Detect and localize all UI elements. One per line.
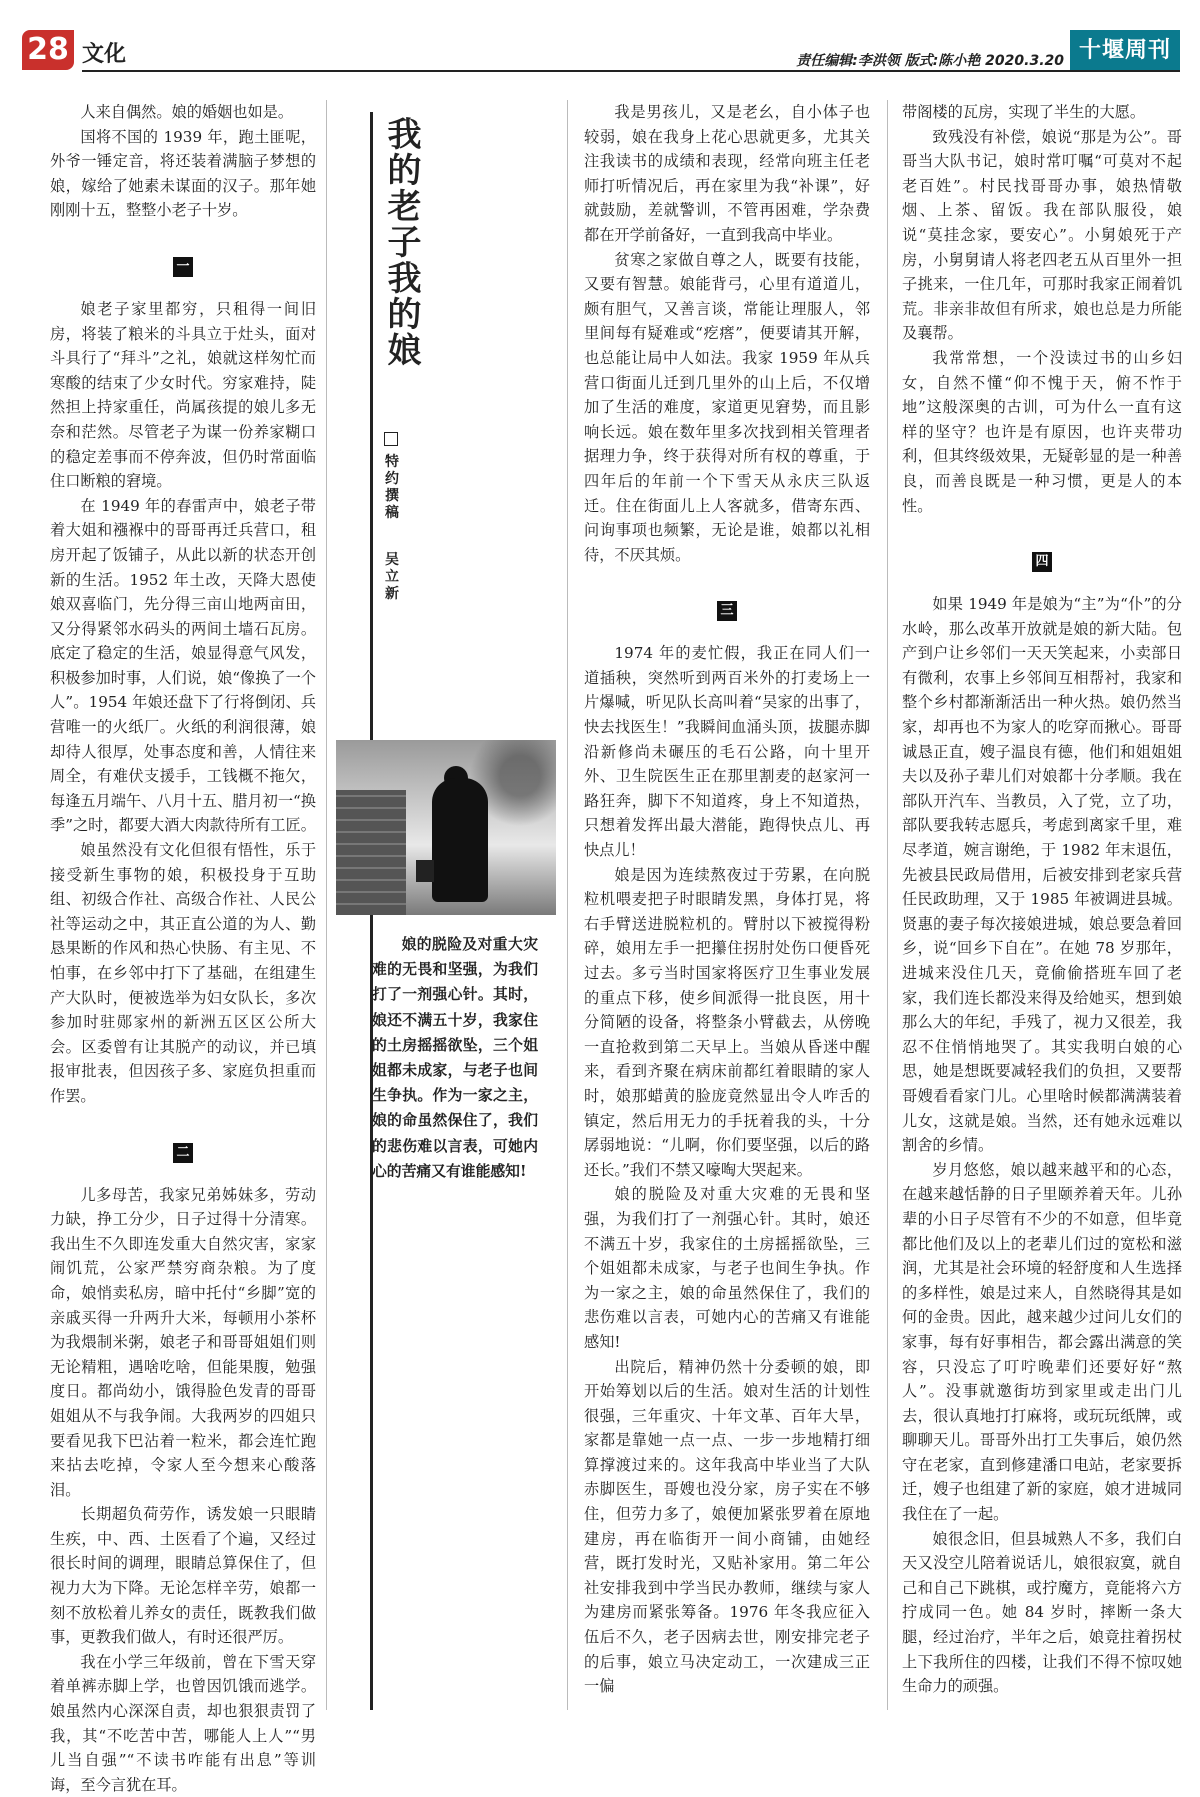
section-mark: 四: [1032, 552, 1052, 572]
paragraph: 带阁楼的瓦房，实现了半生的大愿。: [902, 103, 1145, 121]
editor-credits: 责任编辑:李洪领 版式:陈小艳 2020.3.20: [796, 53, 1064, 69]
paragraph: 娘虽然没有文化但很有悟性，乐于接受新生事物的娘，积极投身于互助组、初级合作社、高级合作社、人民公社等运动之中，其正直公道的为人、勤恳果断的作风和热心快肠、有主见、不怕事，在乡邻中打下了基础，在组建生产大队时，便被选举为妇女队长，多次参加时驻郧家州的新洲五区区公所大会。区委曾有让其脱产的动议，并已填报审批表，但因孩子多、家庭负担重而作罢。: [50, 841, 316, 1105]
page-number: 28: [22, 30, 74, 70]
page-header: [0, 0, 1200, 80]
paragraph: 我常常想，一个没读过书的山乡妇女，自然不懂“仰不愧于天，俯不怍于地”这般深奥的古训，可为什么一直有这样的坚守？也许是有原因，也许夹带功利，但其终级效果，无疑彰显的是一种善良，而善良既是一种习惯，更是人的本性。: [902, 348, 1182, 515]
paragraph: 人来自偶然。娘的婚姻也如是。: [80, 103, 294, 121]
section-mark: 三: [717, 601, 737, 621]
paragraph: 致残没有补偿，娘说“那是为公”。哥哥当大队书记，娘时常叮嘱“可莫对不起老百姓”。村民找哥哥办事，娘热情敬烟、上茶、留饭。我在部队服役，娘说“莫挂念家，要安心”。小舅娘死于产房，小舅舅请人将老四老五从百里外一担子挑来，一住几年，可那时我家正闹着饥荒。非亲非故但有所求，娘也总是力所能及襄帮。: [902, 127, 1182, 343]
column-1: [50, 100, 316, 1797]
section-mark: 一: [173, 257, 193, 277]
column-divider: [887, 100, 888, 1710]
elderly-woman-photo: [336, 740, 556, 915]
paragraph: 岁月悠悠，娘以越来越平和的心态，在越来越恬静的日子里颐养着天年。儿孙辈的小日子尽管有不少的不如意，但毕竟都比他们及以上的老辈儿们过的宽松和滋润，尤其是社会环境的轻舒度和人生选择的多样性，娘是过来人，自然晓得其是如何的金贵。因此，越来越少过问儿女们的家事，每有好事相告，都会露出满意的笑容，只没忘了叮咛晚辈们还要好好“熬人”。没事就邀街坊到家里或走出门儿去，很认真地打打麻将，或玩玩纸牌，或聊聊天儿。哥哥外出打工失事后，娘仍然守在老家，直到修建潘口电站，老家要拆迁，嫂子也组建了新的家庭，娘才进城同我住在了一起。: [902, 1160, 1182, 1524]
byline: [381, 432, 401, 603]
article-title: 我的老子我的娘: [381, 116, 421, 368]
column-3: [584, 100, 870, 1699]
section-name: 文化: [82, 42, 127, 67]
paragraph: 出院后，精神仍然十分委顿的娘，即开始筹划以后的生活。娘对生活的计划性很强，三年重灾、十年文革、百年大旱，家都是靠她一点一点、一步一步地精打细算撑渡过来的。这年我高中毕业当了大队赤脚医生，哥嫂也没分家，房子实在不够住，但劳力多了，娘便加紧张罗着在原地建房，再在临街开一间小商铺，由她经营，既打发时光，又贴补家用。第二年公社安排我到中学当民办教师，继续与家人为建房而紧张筹备。1976 年冬我应征入伍后不久，老子因病去世，刚安排完老子的后事，娘立马决定动工，一次建成三正一偏: [584, 1357, 870, 1696]
paragraph: 长期超负荷劳作，诱发娘一只眼睛生疾，中、西、土医看了个遍，又经过很长时间的调理，眼睛总算保住了，但视力大为下降。无论怎样辛劳，娘都一刻不放松着儿养女的责任，既教我们做事，更教我们做人，有时还很严厉。: [50, 1505, 316, 1647]
masthead-logo: 十堰周刊: [1070, 30, 1180, 70]
paragraph: 我是男孩儿，又是老幺，自小体子也较弱，娘在我身上花心思就更多，尤其关注我读书的成绩和表现，经常向班主任老师打听情况后，再在家里为我“补课”，好就鼓励，差就警训，不管再困难，学杂费都在开学前备好，一直到我高中毕业。: [584, 103, 870, 244]
column-4: [902, 100, 1182, 1699]
column-divider: [567, 100, 568, 1710]
column-divider: [326, 100, 327, 1710]
paragraph: 1974 年的麦忙假，我正在同人们一道插秧，突然听到两百米外的打麦场上一片爆喊，听见队长高叫着“吴家的出事了，快去找医生！”我瞬间血涌头顶，拔腿赤脚沿新修尚未碾压的毛石公路，向十里开外、卫生院医生正在那里割麦的赵家河一路狂奔，脚下不知道疼，身上不知道热，只想着发挥出最大潜能，跑得快点儿、再快点儿！: [584, 644, 870, 860]
square-icon: [384, 432, 398, 446]
paragraph: 国将不国的 1939 年，跑土匪呢，外爷一锤定音，将还装着满脑子梦想的娘，嫁给了她素未谋面的汉子。那年她刚刚十五，整整小老子十岁。: [50, 127, 316, 220]
paragraph: 娘很念旧，但县城熟人不多，我们白天又没空儿陪着说话儿，娘很寂寞，就自己和自己下跳棋，或拧魔方，竟能将六方拧成同一色。她 84 岁时，摔断一条大腿，经过治疗，半年之后，娘竟拄着拐杖上下我所住的四楼，让我们不得不惊叹她生命力的顽强。: [902, 1529, 1182, 1696]
paragraph: 娘老子家里都穷，只租得一间旧房，将装了粮米的斗具立于灶头，面对斗具行了“拜斗”之礼，娘就这样匆忙而寒酸的结束了少女时代。穷家难持，陡然担上持家重任，尚属孩提的娘儿多无奈和茫然。尽管老子为谋一份养家糊口的稳定差事而不停奔波，但仍时常面临住口断粮的窘境。: [50, 299, 316, 491]
paragraph: 我在小学三年级前，曾在下雪天穿着单裤赤脚上学，也曾因饥饿而逃学。娘虽然内心深深自责，却也狠狠责罚了我，其“不吃苦中苦，哪能人上人”“男儿当自强”“不读书咋能有出息”等训诲，至今言犹在耳。: [50, 1652, 316, 1794]
header-rule: [82, 70, 1180, 72]
paragraph: 在 1949 年的春雷声中，娘老子带着大姐和襁褓中的哥哥再迁兵营口，租房开起了饭铺子，从此以新的状态开创新的生活。1952 年土改，天降大恩使娘双喜临门，先分得三亩山地两亩田，又分得紧邻水码头的两间土墙石瓦房。底定了稳定的生活，娘显得意气风发，积极参加时事，人们说，娘“像换了一个人”。1954 年娘还盘下了行将倒闭、兵营唯一的火纸厂。火纸的利润很薄，娘却待人很厚，处事态度和善，人情往来周全，有难伏支援手，工钱概不拖欠，每逢五月端午、八月十五、腊月初一“换季”之时，都要大酒大肉款待所有工匠。: [50, 496, 316, 835]
byline-label: 特约撰稿: [383, 453, 399, 522]
pull-quote-text: 娘的脱险及对重大灾难的无畏和坚强，为我们打了一剂强心针。其时，娘还不满五十岁，我家住的土房摇摇欲坠，三个姐姐都未成家，与老子也间生争执。作为一家之主，娘的命虽然保住了，我们的悲伤难以言表，可她内心的苦痛又有谁能感知!: [372, 936, 538, 1180]
section-mark: 二: [173, 1143, 193, 1163]
paragraph: 儿多母苦，我家兄弟姊妹多，劳动力缺，挣工分少，日子过得十分清寒。我出生不久即连发重大自然灾害，家家闹饥荒，公家严禁穷商杂粮。为了度命，娘悄卖私房，暗中托付“乡脚”宽的亲戚买得一升两升大米，每顿用小茶杯为我煨制米粥，娘老子和哥哥姐姐们则无论精粗，遇啥吃啥，但能果腹，勉强度日。都尚幼小，饿得脸色发青的哥哥姐姐从不与我争闹。大我两岁的四姐只要看见我下巴沾着一粒米，都会连忙跑来拈去吃掉，令家人至今想来心酸落泪。: [50, 1185, 316, 1499]
paragraph: 如果 1949 年是娘为“主”为“仆”的分水岭，那么改革开放就是娘的新大陆。包产到户让乡邻们一天天笑起来，小卖部日有微利，农事上乡邻间互相帮衬，我家和整个乡村都渐渐活出一种火热。娘仍然当家，却再也不为家人的吃穿而揪心。哥哥诚恳正直，嫂子温良有德，他们和姐姐姐夫以及孙子辈儿们对娘都十分孝顺。我在部队开汽车、当教员，入了党，立了功，部队要我转志愿兵，考虑到离家千里，难尽孝道，婉言谢绝，于 1982 年末退伍，先被县民政局借用，后被安排到老家兵营任民政助理，又于 1985 年被调进县城。贤惠的妻子每次接娘进城，娘总要急着回乡，说“回乡下自在”。在她 78 岁那年，进城来没住几天，竟偷偷搭班车回了老家，我们连长都没来得及给她买，想到娘那么大的年纪，手残了，视力又很差，我忍不住悄悄地哭了。其实我明白娘的心思，她是想既要减轻我们的负担，又要帮哥嫂看看家门儿。心里啥时候都满满装着儿女，这就是娘。当然，还有她永远难以割舍的乡情。: [902, 595, 1182, 1155]
paragraph: 娘是因为连续熬夜过于劳累，在向脱粒机喂麦把子时眼睛发黑，身体打晃，将右手臂送进脱粒机的。臂肘以下被搅得粉碎，娘用左手一把攥住拐肘处伤口便昏死过去。多亏当时国家将医疗卫生事业发展的重点下移，使乡间派得一批良医，用十分简陋的设备，将整条小臂截去，从傍晚一直抢救到第二天早上。当娘从昏迷中醒来，看到齐聚在病床前都红着眼睛的家人时，娘那蜡黄的脸庞竟然显出令人咋舌的镇定，然后用无力的手抚着我的头，十分孱弱地说：“儿啊，你们要坚强，以后的路还长。”我们不禁又嚎啕大哭起来。: [584, 865, 870, 1179]
paragraph: 娘的脱险及对重大灾难的无畏和坚强，为我们打了一剂强心针。其时，娘还不满五十岁，我家住的土房摇摇欲坠，三个姐姐都未成家，与老子也间生争执。作为一家之主，娘的命虽然保住了，我们的悲伤难以言表，可她内心的苦痛又有谁能感知!: [584, 1185, 870, 1351]
author-name: 吴立新: [383, 551, 399, 603]
paragraph: 贫寒之家做自尊之人，既要有技能，又要有智慧。娘能背弓，心里有道道儿，颇有胆气，又善言谈，常能让理服人，邻里间每有疑难或“疙瘩”，便要请其开解，也总能让局中人如法。我家 1959 年从兵营口街面儿迁到几里外的山上后，不仅增加了生活的难度，家道更见窘势，而且影响长远。娘在数年里多次找到相关管理者据理力争，终于获得对所有权的尊重，于四年后的年前一个下雪天从永庆三队返迁。住在街面儿上人客就多，借寄东西、问询事项也频繁，无论是谁，娘都以礼相待，不厌其烦。: [584, 250, 870, 564]
pull-quote: [372, 932, 538, 1184]
